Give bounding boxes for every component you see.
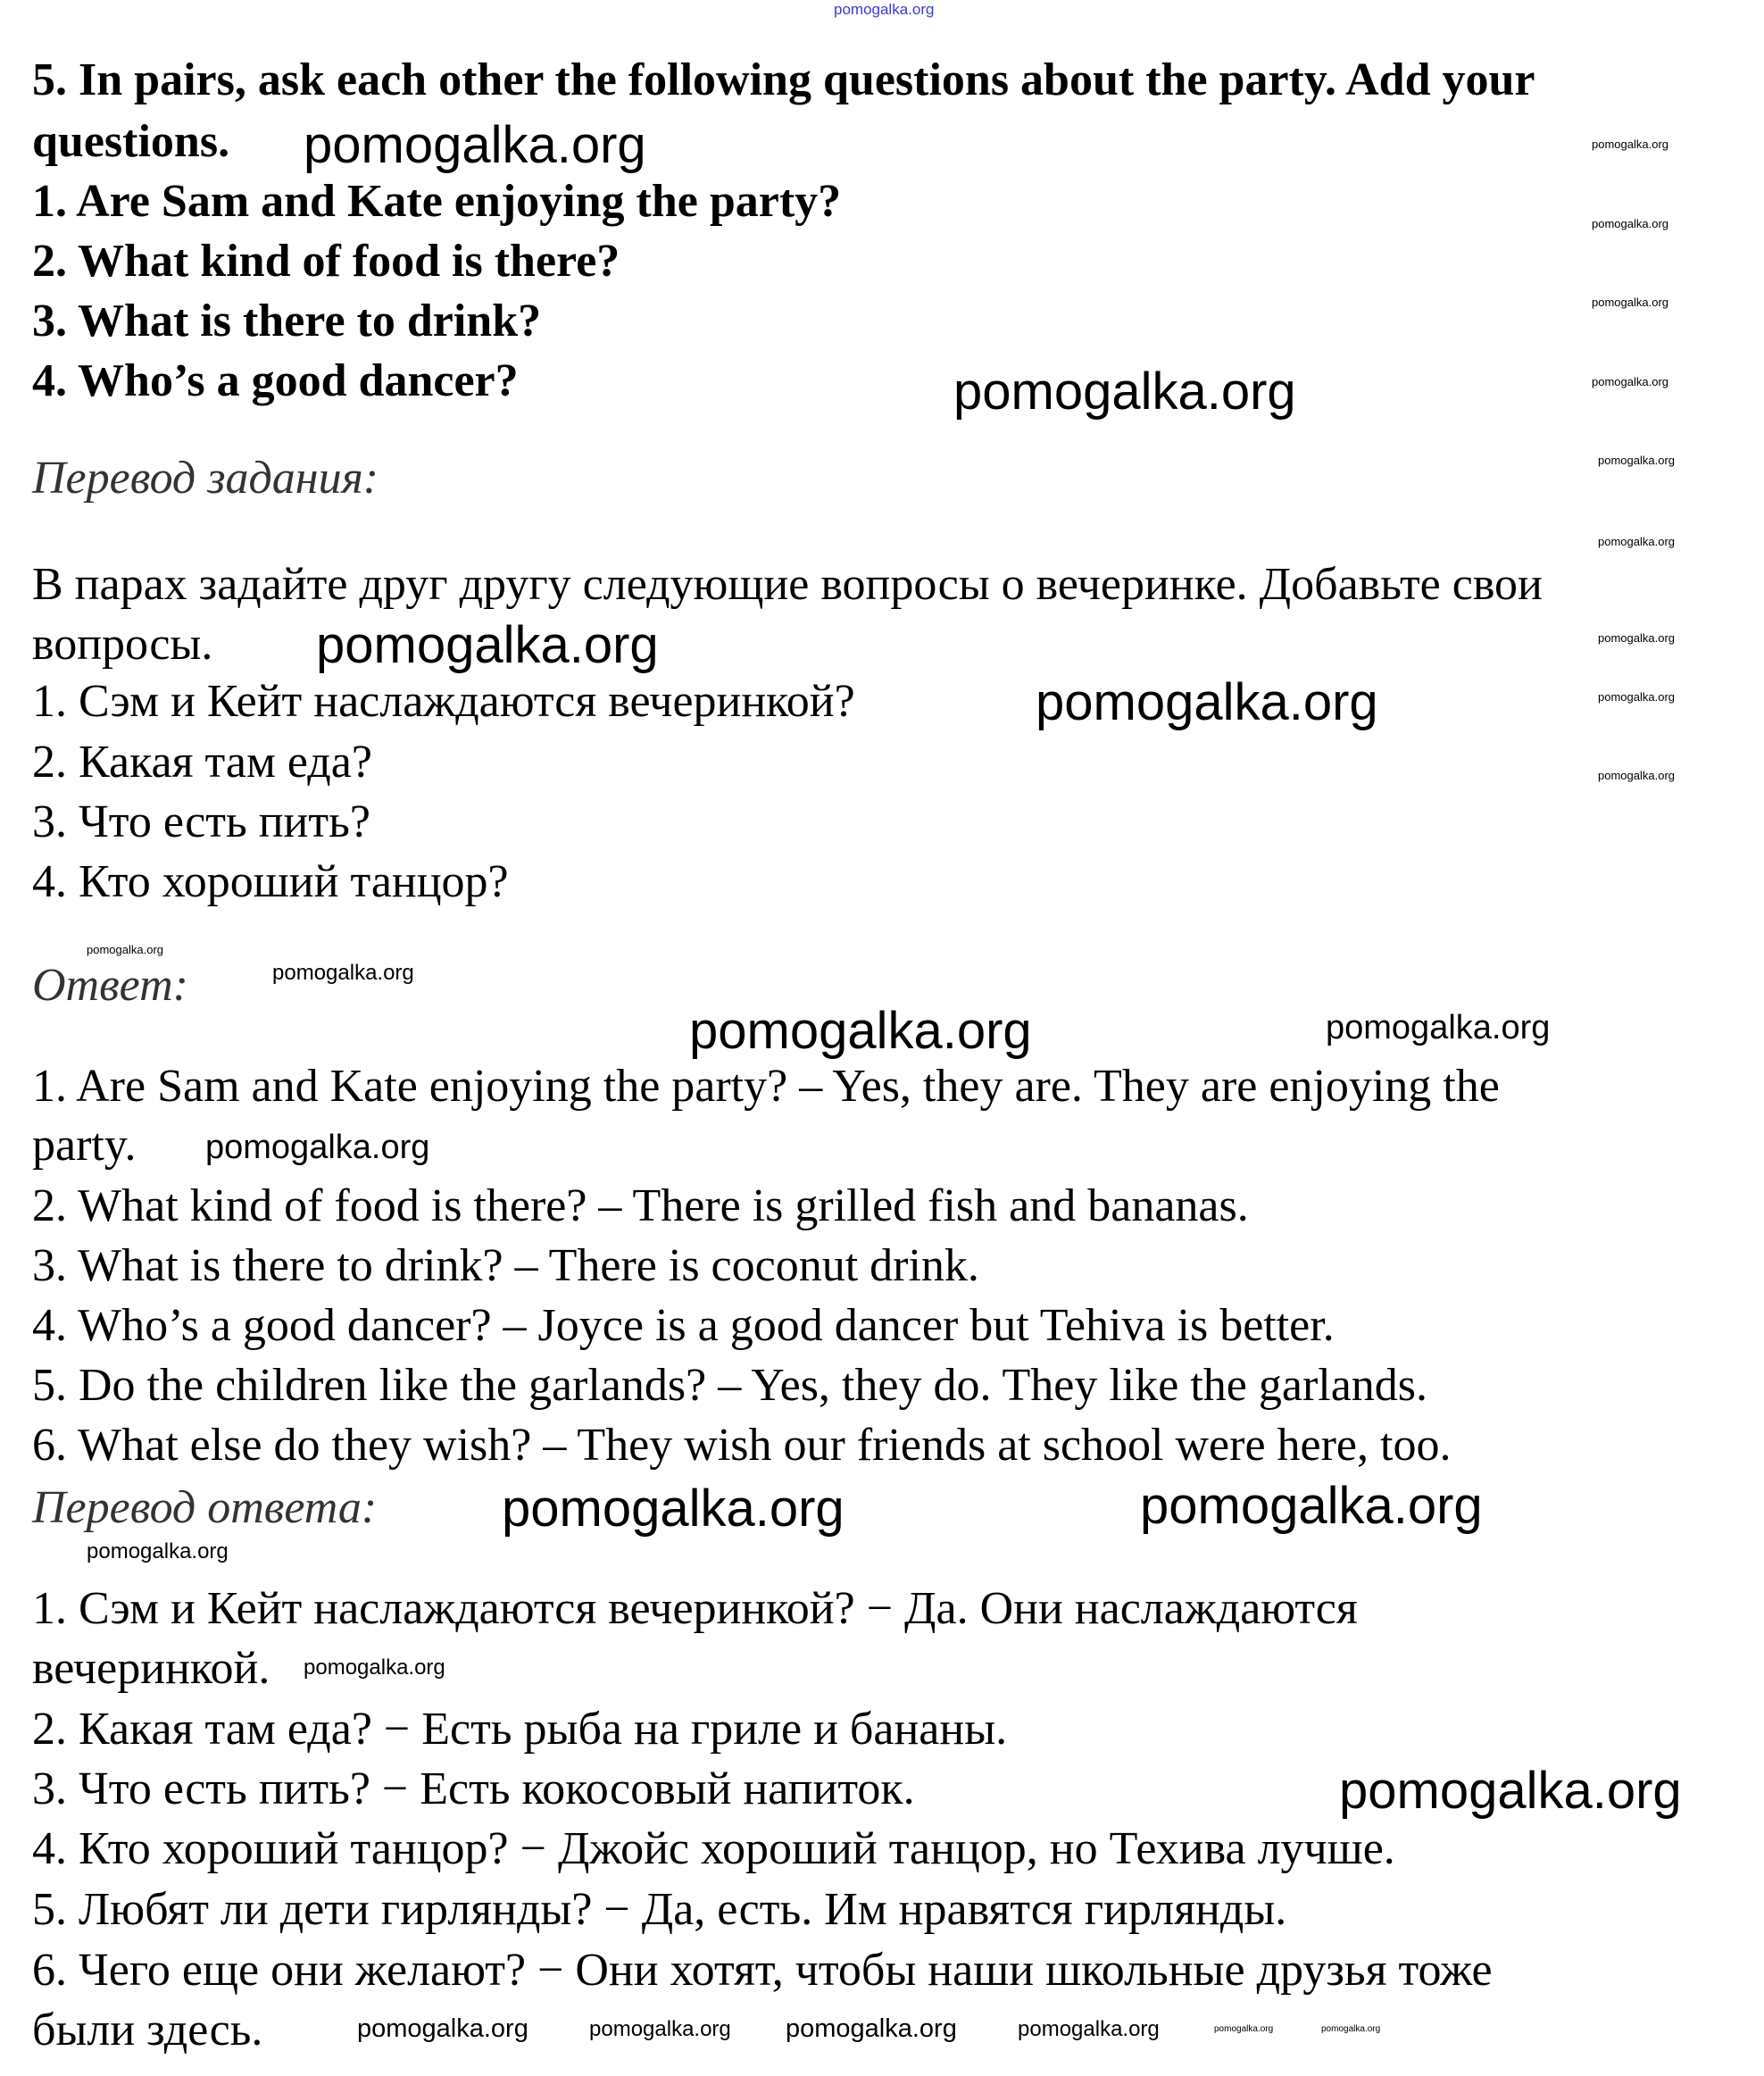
watermark: pomogalka.org [1140,1477,1483,1535]
watermark: pomogalka.org [834,1,935,18]
watermark: pomogalka.org [1592,375,1668,388]
watermark: pomogalka.org [1598,769,1675,782]
watermark: pomogalka.org [953,363,1296,421]
answer-translation-line: 5. Любят ли дети гирлянды? − Да, есть. Им нравятся гирлянды. [32,1884,1287,1935]
watermark: pomogalka.org [502,1480,845,1538]
task-heading-line-1: 5. In pairs, ask each other the following questions about the party. Add your [32,54,1535,105]
answer-line: 2. What kind of food is there? – There is grilled fish and bananas. [32,1180,1249,1231]
task-translation-line: 3. Что есть пить? [32,796,370,847]
watermark: pomogalka.org [1321,2024,1381,2034]
watermark: pomogalka.org [689,1002,1032,1060]
task-translation-line: 4. Кто хороший танцор? [32,856,509,907]
watermark: pomogalka.org [304,1655,445,1680]
watermark: pomogalka.org [357,2014,528,2043]
watermark: pomogalka.org [316,616,659,674]
task-translation-line: 1. Сэм и Кейт наслаждаются вечеринкой? [32,676,855,727]
task-translation-line: 2. Какая там еда? [32,737,372,788]
answer-line: 4. Who’s a good dancer? – Joyce is a good dancer but Tehiva is better. [32,1300,1335,1351]
watermark: pomogalka.org [1598,454,1675,467]
task-translation-label: Перевод задания: [32,453,379,504]
answer-translation-label: Перевод ответа: [32,1482,378,1533]
task-question-3: 3. What is there to drink? [32,296,542,346]
answer-label: Ответ: [32,960,188,1011]
answer-translation-line: 2. Какая там еда? − Есть рыба на гриле и бананы. [32,1704,1008,1755]
task-question-2: 2. What kind of food is there? [32,236,620,287]
answer-line: 5. Do the children like the garlands? – Yes, they do. They like the garlands. [32,1360,1428,1411]
answer-translation-line: 6. Чего еще они желают? − Они хотят, чтобы наши школьные друзья тоже [32,1945,1493,1996]
watermark: pomogalka.org [786,2014,957,2043]
watermark: pomogalka.org [589,2017,731,2041]
watermark: pomogalka.org [1592,138,1668,151]
task-question-1: 1. Are Sam and Kate enjoying the party? [32,176,842,227]
watermark: pomogalka.org [205,1129,430,1166]
answer-translation-line: 4. Кто хороший танцор? − Джойс хороший танцор, но Техива лучше. [32,1823,1395,1874]
watermark: pomogalka.org [87,943,163,956]
task-heading-line-2: questions. [32,116,230,167]
task-question-4: 4. Who’s a good dancer? [32,355,519,406]
answer-line: 1. Are Sam and Kate enjoying the party? – Yes, they are. They are enjoying the [32,1061,1500,1112]
watermark: pomogalka.org [272,961,414,985]
answer-line: party. [32,1120,137,1171]
task-translation-line: вопросы. [32,619,213,670]
watermark: pomogalka.org [1036,673,1378,731]
watermark: pomogalka.org [1326,1009,1551,1046]
watermark: pomogalka.org [1339,1762,1682,1820]
task-translation-line: В парах задайте друг другу следующие вопросы о вечеринке. Добавьте свои [32,559,1543,610]
watermark: pomogalka.org [1592,217,1668,230]
answer-translation-line: были здесь. [32,2005,263,2055]
watermark: pomogalka.org [1018,2017,1160,2041]
answer-line: 6. What else do they wish? – They wish our friends at school were here, too. [32,1420,1452,1471]
watermark: pomogalka.org [1598,631,1675,645]
answer-line: 3. What is there to drink? – There is coconut drink. [32,1240,979,1291]
watermark: pomogalka.org [1598,690,1675,704]
answer-translation-line: 3. Что есть пить? − Есть кокосовый напиток. [32,1763,915,1814]
answer-translation-line: вечеринкой. [32,1643,270,1694]
answer-translation-line: 1. Сэм и Кейт наслаждаются вечеринкой? − Да. Они наслаждаются [32,1583,1358,1634]
watermark: pomogalka.org [1598,535,1675,548]
watermark: pomogalka.org [304,116,646,174]
watermark: pomogalka.org [87,1539,229,1563]
watermark: pomogalka.org [1592,296,1668,309]
watermark: pomogalka.org [1214,2024,1274,2034]
